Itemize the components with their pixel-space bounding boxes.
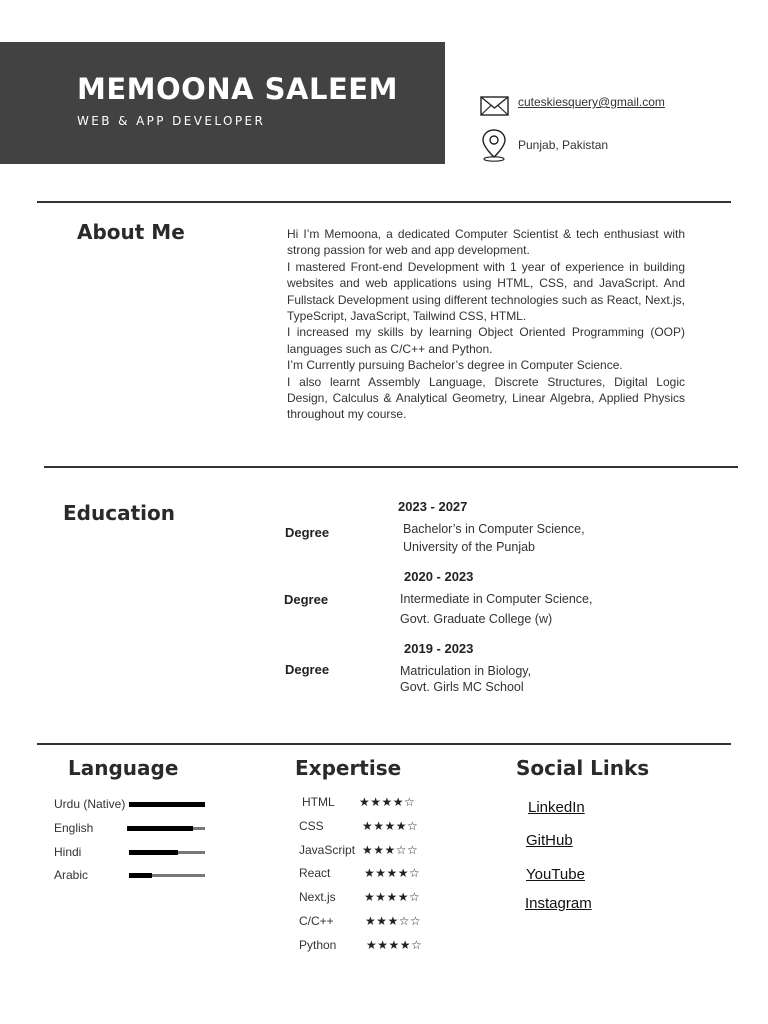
education-school: Govt. Girls MC School	[400, 680, 524, 694]
skill-name: C/C++	[299, 914, 334, 928]
language-level-fill	[129, 873, 152, 878]
skill-rating: ★★★☆☆	[365, 914, 422, 928]
skill-rating: ★★★☆☆	[362, 843, 419, 857]
name-heading: MEMOONA SALEEM	[77, 72, 398, 106]
skill-rating: ★★★★☆	[359, 795, 416, 809]
language-name: Arabic	[54, 868, 89, 882]
education-title: Education	[63, 501, 175, 525]
education-years: 2023 - 2027	[398, 499, 468, 514]
education-degree: Intermediate in Computer Science,	[400, 592, 593, 606]
skill-rating: ★★★★☆	[366, 938, 423, 952]
about-title: About Me	[77, 220, 185, 244]
about-text	[287, 226, 685, 423]
education-label: Degree	[284, 592, 329, 607]
language-name: Hindi	[54, 845, 82, 859]
envelope-icon	[480, 96, 509, 116]
skill-name: Python	[299, 938, 337, 952]
skill-rating: ★★★★☆	[364, 890, 421, 904]
social-title: Social Links	[516, 756, 650, 780]
language-level-bar	[129, 851, 205, 854]
education-school: University of the Punjab	[403, 540, 536, 554]
skill-name: React	[299, 866, 331, 880]
skill-rating: ★★★★☆	[364, 866, 421, 880]
education-degree: Matriculation in Biology,	[400, 664, 532, 678]
education-school: Govt. Graduate College (w)	[400, 612, 553, 626]
skill-name: CSS	[299, 819, 324, 833]
email-link[interactable]: cuteskiesquery@gmail.com	[518, 95, 665, 109]
instagram-link[interactable]: Instagram	[525, 895, 592, 912]
language-level-bar	[129, 803, 205, 806]
language-level-bar	[127, 827, 205, 830]
language-name: Urdu (Native)	[54, 797, 126, 811]
about-paragraph: Hi I’m Memoona, a dedicated Computer Scientist & tech enthusiast with strong passion for web and app development.	[287, 227, 685, 258]
youtube-link[interactable]: YouTube	[526, 866, 585, 883]
language-title: Language	[68, 756, 179, 780]
skill-name: JavaScript	[299, 843, 356, 857]
map-pin-icon	[480, 129, 508, 162]
skill-name: HTML	[302, 795, 335, 809]
skill-name: Next.js	[299, 890, 336, 904]
education-label: Degree	[285, 525, 330, 540]
divider-skills	[37, 743, 731, 745]
language-level-fill	[129, 802, 205, 807]
divider-education	[44, 466, 738, 468]
expertise-title: Expertise	[295, 756, 402, 780]
about-paragraph: I increased my skills by learning Object Oriented Programming (OOP) languages such as C/C++ and Python.	[287, 325, 685, 356]
language-level-bar	[129, 874, 205, 877]
education-years: 2019 - 2023	[404, 641, 474, 656]
language-name: English	[54, 821, 94, 835]
about-paragraph: I also learnt Assembly Language, Discrete Structures, Digital Logic Design, Calculus & Analytical Geometry, Linear Algebra, Applied Physics throughout my course.	[287, 374, 685, 422]
about-paragraph: I mastered Front-end Development with 1 year of experience in building websites and web applications using HTML, CSS, and JavaScript. And Fullstack Development using different technologies such as React, Next.js, TypeScript, JavaScript, Tailwind CSS, HTML.	[287, 259, 685, 324]
about-paragraph: I’m Currently pursuing Bachelor’s degree in Computer Science.	[287, 358, 623, 373]
education-label: Degree	[285, 662, 330, 677]
skill-rating: ★★★★☆	[362, 819, 419, 833]
divider-about	[37, 201, 731, 203]
linkedin-link[interactable]: LinkedIn	[528, 799, 585, 816]
education-years: 2020 - 2023	[404, 569, 474, 584]
github-link[interactable]: GitHub	[526, 832, 573, 849]
language-level-fill	[129, 850, 178, 855]
role-subtitle: WEB & APP DEVELOPER	[77, 114, 266, 128]
location-text: Punjab, Pakistan	[518, 138, 609, 152]
education-degree: Bachelor’s in Computer Science,	[403, 522, 585, 536]
language-level-fill	[127, 826, 193, 831]
